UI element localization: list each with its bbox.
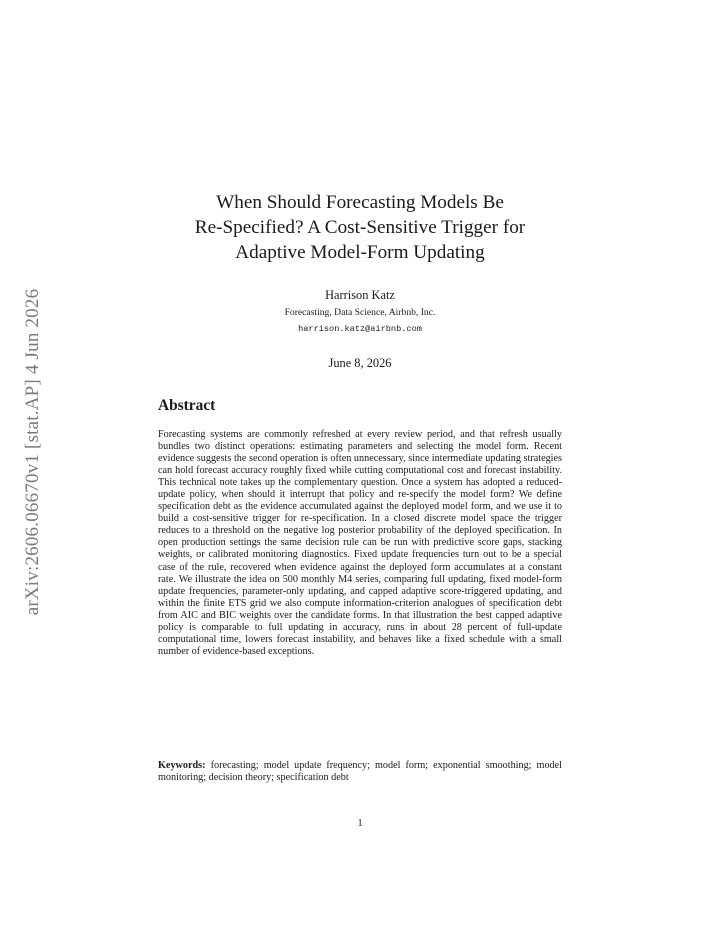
- arxiv-identifier-stamp: arXiv:2606.06670v1 [stat.AP] 4 Jun 2026: [22, 288, 43, 616]
- page-number: 1: [357, 818, 363, 829]
- author-name: Harrison Katz: [325, 288, 395, 302]
- author-email: harrison.katz@airbnb.com: [298, 324, 422, 334]
- title-line-2: Re-Specified? A Cost-Sensitive Trigger for: [194, 217, 526, 238]
- keywords-label: Keywords:: [158, 760, 206, 771]
- keywords-text: forecasting; model update frequency; model form; exponential smoothing; model monitoring; decision theory; specification debt: [158, 760, 562, 784]
- abstract-text: Forecasting systems are commonly refreshed at every review period, and that refresh usually bundles two distinct operations: estimating parameters and selecting the model form. Recent evidence suggests the second operation is often unnecessary, since intermediate updating strategies can hold forecast accuracy roughly fixed while cutting computational cost and forecast instability. This technical note takes up the complementary question. Once a system has adopted a reduced-update policy, when should it interrupt that policy and re-specify the model form? We define specification debt as the evidence accumulated against the deployed model form, and we use it to build a cost-sensitive trigger for re-specification. In a closed discrete model space the trigger reduces to a threshold on the negative log posterior probability of the deployed specification. In open production settings the same decision rule can be run with predictive score gaps, stacking weights, or calibrated monitoring diagnostics. Fixed update frequencies turn out to be a special case of the rule, recovered when evidence against the deployed form accumulates at a constant rate. We illustrate the idea on 500 monthly M4 series, comparing full updating, fixed model-form update frequencies, parameter-only updating, and capped adaptive score-triggered updating, and within the finite ETS grid we also compute information-criterion analogues of specification debt from AIC and BIC weights over the candidate forms. In that illustration the best capped adaptive policy is comparable to full updating in accuracy, runs in about 28 percent of full-update computational time, lowers forecast instability, and behaves like a fixed schedule with a small number of evidence-based exceptions.: [158, 429, 562, 657]
- abstract-heading: Abstract: [158, 397, 216, 414]
- title-line-3: Adaptive Model-Form Updating: [235, 242, 485, 263]
- keywords-paragraph: [158, 760, 562, 784]
- author-affiliation: Forecasting, Data Science, Airbnb, Inc.: [284, 307, 436, 318]
- title-line-1: When Should Forecasting Models Be: [216, 192, 504, 213]
- paper-date: June 8, 2026: [328, 356, 392, 370]
- paper-title: [158, 190, 562, 265]
